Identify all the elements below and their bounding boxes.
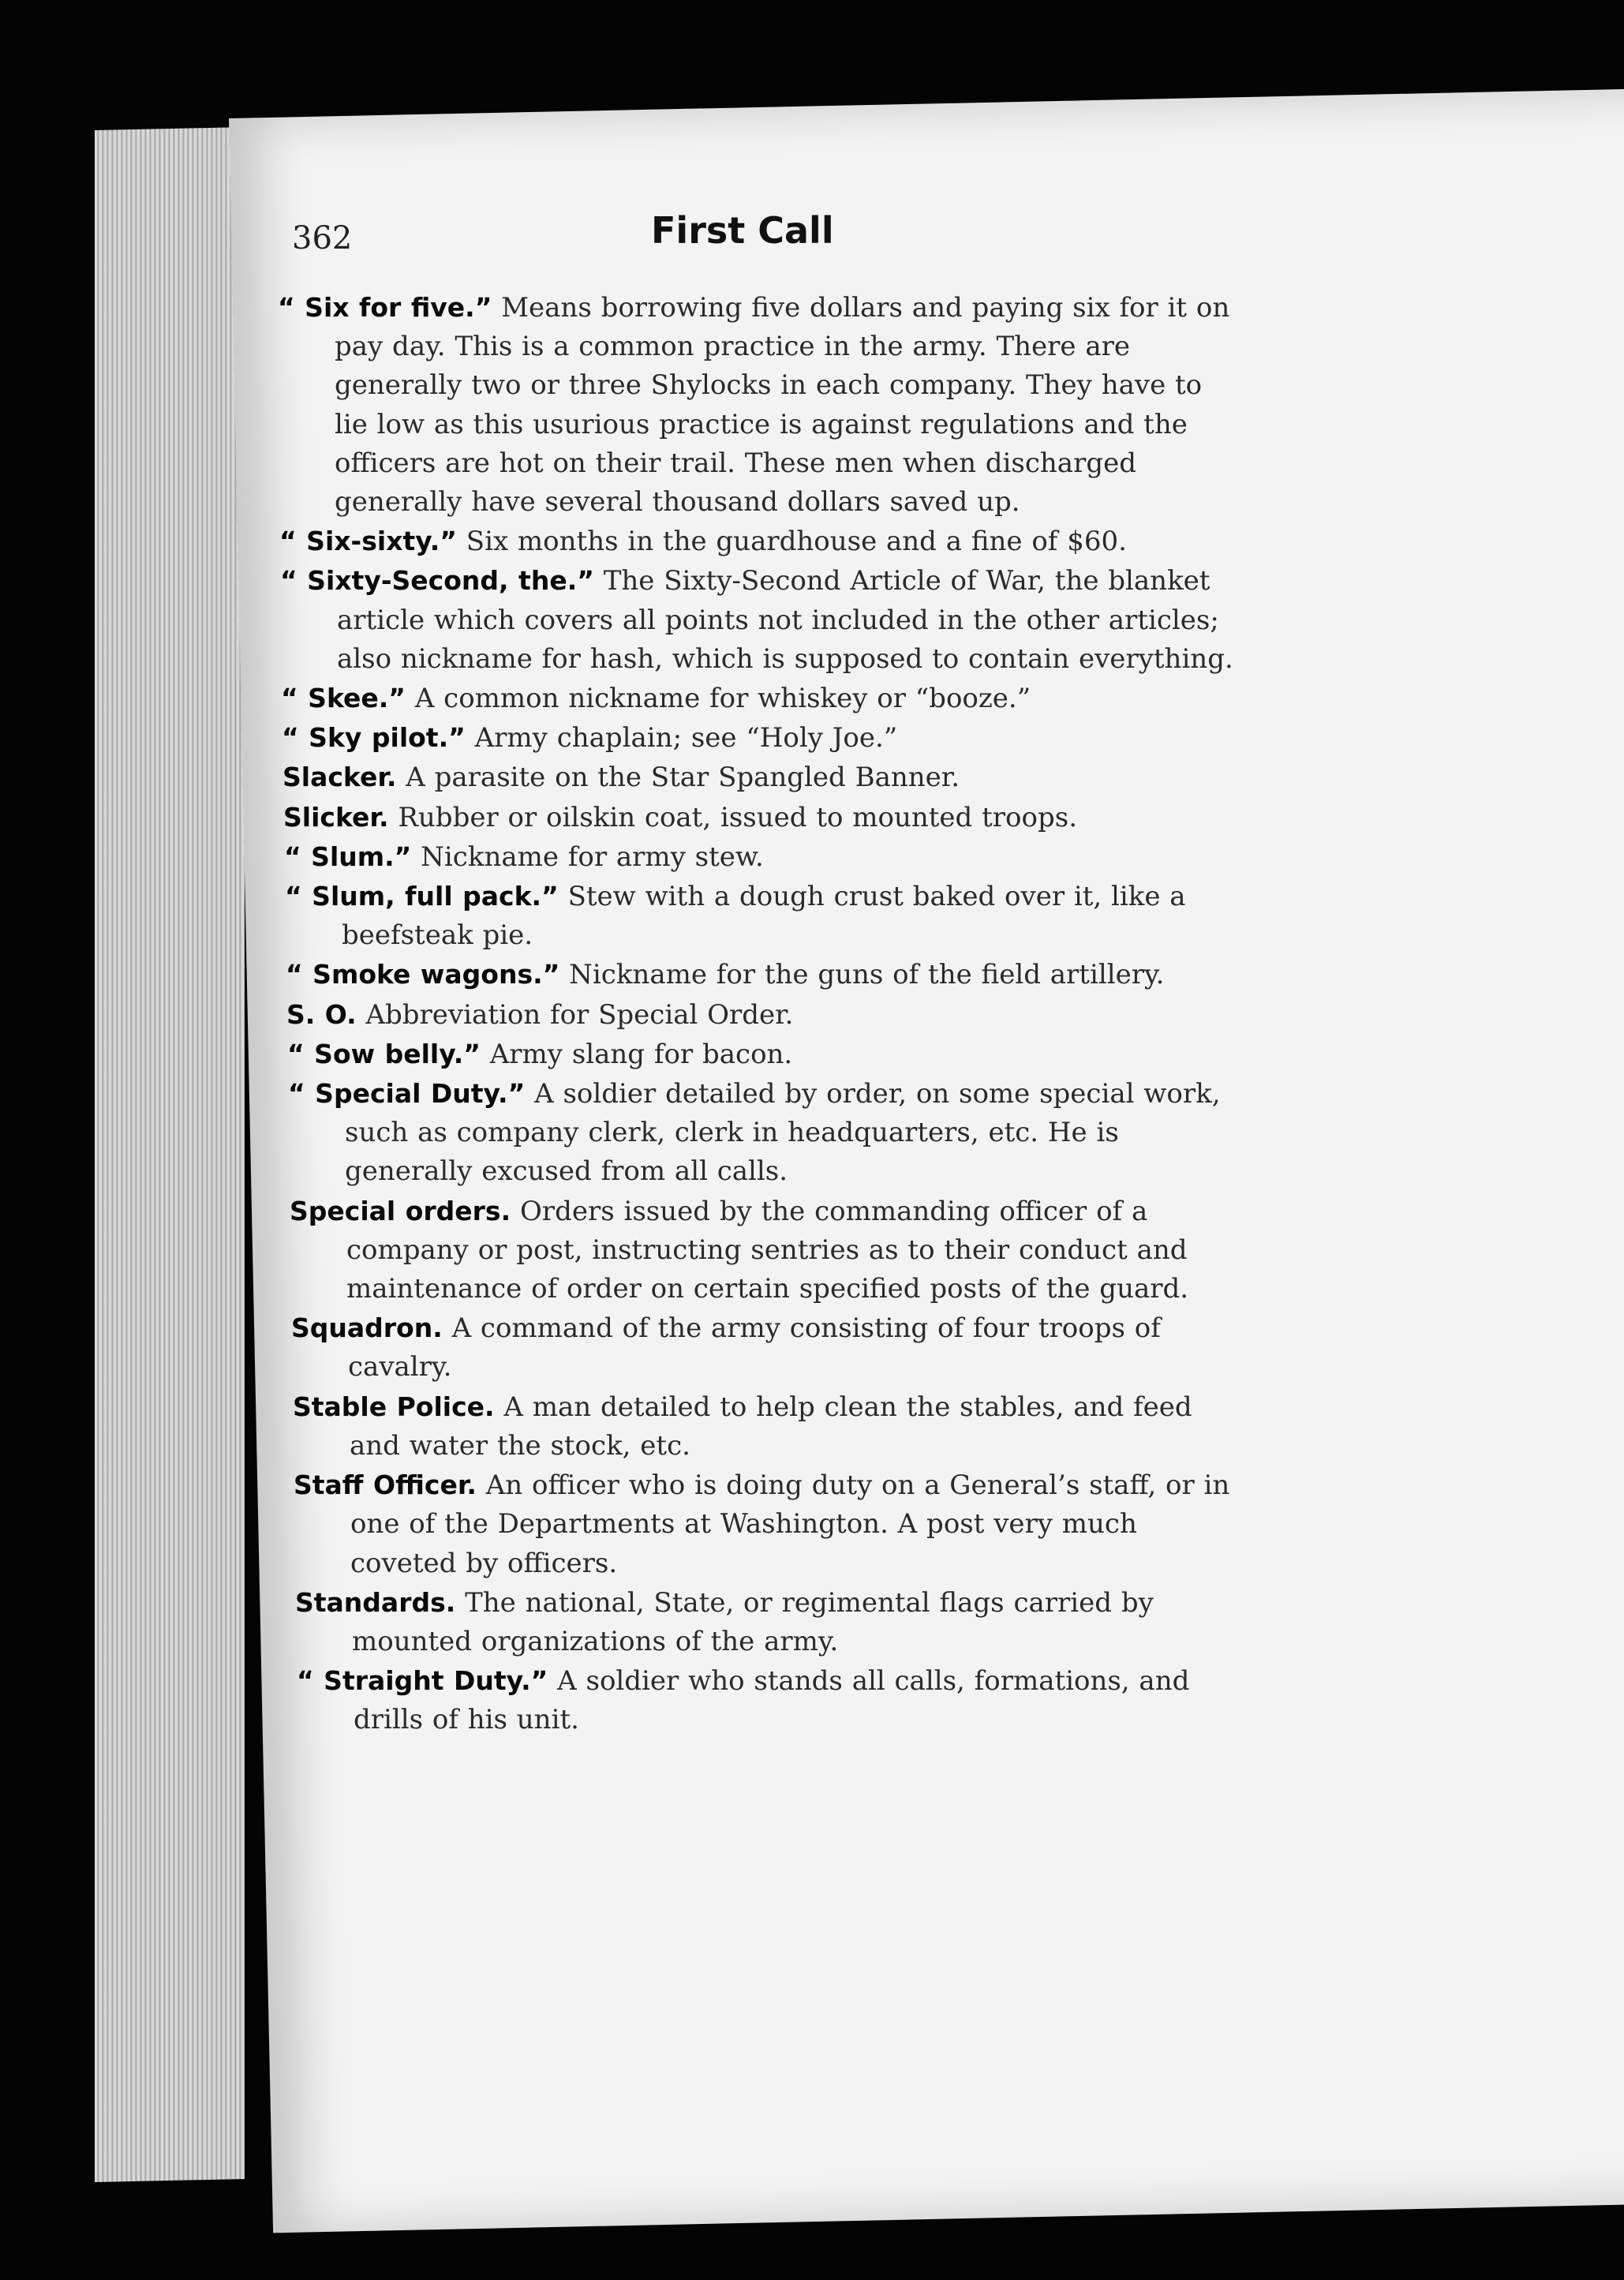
- glossary-entry: [283, 798, 1239, 837]
- entry-definition: The Sixty-Second Article of War, the blanket article which covers all points not included in the other articles; also nickname for hash, which is supposed to contain everything.: [337, 565, 1233, 675]
- entry-definition: A common nickname for whiskey or “booze.”: [414, 683, 1031, 715]
- glossary-entry: [279, 522, 1239, 561]
- glossary-entry: [284, 837, 1239, 877]
- glossary-entry: [283, 758, 1239, 797]
- entry-term: “ Sixty-Second, the.”: [280, 565, 594, 597]
- entry-definition: A man detailed to help clean the stables, and feed and water the stock, etc.: [350, 1391, 1192, 1462]
- entry-definition: A parasite on the Star Spangled Banner.: [406, 762, 960, 794]
- entry-definition: Six months in the guardhouse and a fine of $60.: [466, 526, 1127, 558]
- glossary-entry: [297, 1661, 1239, 1739]
- entry-definition: Nickname for army stew.: [421, 840, 764, 873]
- entry-definition: Stew with a dough crust baked over it, like a beefsteak pie.: [342, 881, 1186, 952]
- book-page-edges: [95, 127, 245, 2182]
- running-head-title: First Call: [651, 209, 834, 252]
- glossary-entry: [285, 877, 1239, 955]
- glossary-entry: [295, 1583, 1239, 1661]
- glossary-entry: [294, 1466, 1239, 1583]
- entry-term: Slacker.: [283, 762, 397, 793]
- glossary-entry: [293, 1387, 1239, 1466]
- entry-term: “ Six-sixty.”: [279, 526, 457, 557]
- entry-term: S. O.: [286, 998, 357, 1030]
- glossary-entry: [282, 718, 1239, 758]
- entry-term: “ Sky pilot.”: [282, 722, 466, 754]
- glossary-entry: [287, 1035, 1239, 1074]
- entry-definition: Army chaplain; see “Holy Joe.”: [474, 722, 898, 754]
- entry-definition: An officer who is doing duty on a General’s staff, or in one of the Departments at Washington. A post very much coveted by officers.: [350, 1469, 1230, 1579]
- entry-term: Special orders.: [290, 1195, 511, 1226]
- glossary-entry: [286, 955, 1239, 994]
- page-header: [292, 209, 1002, 272]
- entry-definition: Nickname for the guns of the field artillery.: [569, 959, 1165, 991]
- entry-term: “ Slum, full pack.”: [285, 881, 559, 912]
- entry-definition: Rubber or oilskin coat, issued to mounted troops.: [398, 801, 1077, 833]
- entry-definition: Army slang for bacon.: [489, 1038, 793, 1070]
- entry-term: Stable Police.: [293, 1391, 495, 1422]
- entry-definition: Means borrowing five dollars and paying six for it on pay day. This is a common practice in the army. There are generally two or three Shylocks in each company. They have to lie low as this usurious practice is against regulations and the officers are hot on their trail. These men when discharged generally have several thousand dollars saved up.: [335, 292, 1230, 519]
- entry-definition: The national, State, or regimental flags carried by mounted organizations of the army.: [352, 1586, 1154, 1657]
- entry-term: Squadron.: [291, 1312, 443, 1344]
- entry-term: “ Straight Duty.”: [297, 1665, 548, 1697]
- page-number: 362: [292, 220, 353, 256]
- glossary-entry: [286, 995, 1239, 1035]
- entry-term: Standards.: [295, 1586, 456, 1618]
- entry-term: Staff Officer.: [294, 1469, 477, 1501]
- entry-definition: Abbreviation for Special Order.: [365, 998, 794, 1031]
- glossary-entry: [291, 1308, 1239, 1387]
- glossary-entry: [278, 288, 1239, 522]
- entry-definition: A soldier detailed by order, on some special work, such as company clerk, clerk in headquarters, etc. He is generally excused from all calls.: [345, 1078, 1221, 1188]
- entry-term: “ Six for five.”: [278, 292, 492, 323]
- glossary-entry: [280, 561, 1239, 679]
- glossary-entry: [288, 1074, 1239, 1192]
- entry-term: “ Slum.”: [284, 840, 412, 872]
- entry-term: “ Special Duty.”: [288, 1078, 526, 1110]
- glossary-entries: [278, 288, 1239, 1740]
- entry-term: “ Smoke wagons.”: [286, 959, 560, 990]
- entry-definition: A command of the army consisting of four troops of cavalry.: [348, 1312, 1161, 1383]
- glossary-entry: [281, 679, 1239, 718]
- entry-definition: A soldier who stands all calls, formations, and drills of his unit.: [354, 1665, 1190, 1736]
- glossary-entry: [290, 1192, 1239, 1309]
- entry-term: Slicker.: [283, 801, 389, 833]
- entry-definition: Orders issued by the commanding officer of a company or post, instructing sentries as to their conduct and maintenance of order on certain specified posts of the guard.: [346, 1195, 1189, 1305]
- entry-term: “ Skee.”: [281, 683, 406, 714]
- entry-term: “ Sow belly.”: [287, 1038, 481, 1069]
